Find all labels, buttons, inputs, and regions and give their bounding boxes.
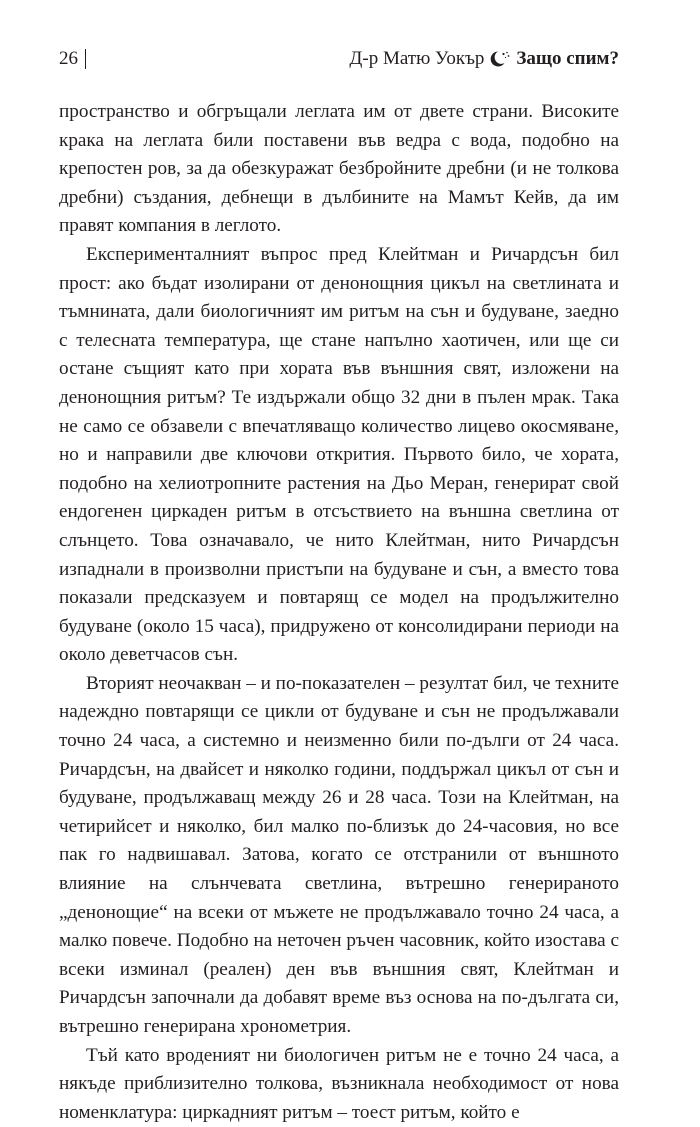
paragraph-continued: пространство и обгръщали леглата им от двете страни. Високите крака на леглата били поставени във ведра с вода, подобно на крепостен ров, за да обезкуражат безбройните дребни (и не толкова дребни) създания, дебнещи в дълбините на Мамът Кейв, да им правят компания в леглото. (59, 101, 619, 237)
paragraph: Вторият неочакван – и по-показателен – резултат бил, че техните надеждно повтарящи се цикли от будуване и сън не продължавали точно 24 часа, а системно и неизменно били по-дълги от 24 часа. Ричардсън, на двайсет и няколко години, поддържал цикъл от сън и будуване, продължаващ между 26 и 28 часа. Този на Клейтман, на четирийсет и няколко, бил малко по-близък до 24-часовия, но все пак го надвишавал. Затова, когато се отстранили от външното влияние на слънчевата светлина, вътрешно генерираното „денонощие“ на всеки от мъжете не продължавало точно 24 часа, а малко повече. Подобно на неточен ръчен часовник, който изостава с всеки изминал (реален) ден във външния свят, Клейтман и Ричардсън започнали да добавят време въз основа на по-дългата си, вътрешно генерирана хронометрия. (59, 672, 619, 1037)
paragraph: Експерименталният въпрос пред Клейтман и Ричардсън бил прост: ако бъдат изолирани от денонощния цикъл на светлината и тъмнината, дали биологичният им ритъм на сън и будуване, заедно с телесната температура, ще стане напълно хаотичен, или ще си остане същият като при хората във външния свят, изложени на денонощния ритъм? Те издържали общо 32 дни в пълен мрак. Така не само се обзавели с впечатляващо количество лицево окосмяване, но и направили две ключови открития. Първото било, че хората, подобно на хелиотропните растения на Дьо Меран, генерират свой ендогенен циркаден ритъм в отсъствието на външна светлина от слънцето. Това означавало, че нито Клейтман, нито Ричардсън изпаднали в произволни пристъпи на будуване и сън, а вместо това показали предсказуем и повтарящ се модел на продължително будуване (около 15 часа), придружено от консолидирани периоди на около деветчасов сън. (59, 243, 619, 666)
running-author: Д-р Матю Уокър (349, 48, 485, 69)
paragraph: Тъй като вроденият ни биологичен ритъм не е точно 24 часа, а някъде приблизително толкова, възникнала необходимост от нова номенклатура: циркадният ритъм – тоест ритъм, който е (59, 1044, 619, 1123)
running-header (59, 46, 619, 72)
header-left (59, 48, 86, 70)
body-text (59, 98, 619, 1127)
moon-with-stars-icon (489, 50, 511, 68)
page-number: 26 (59, 48, 78, 69)
running-title: Защо спим? (516, 48, 619, 69)
header-right (349, 48, 619, 70)
header-divider (85, 49, 86, 69)
